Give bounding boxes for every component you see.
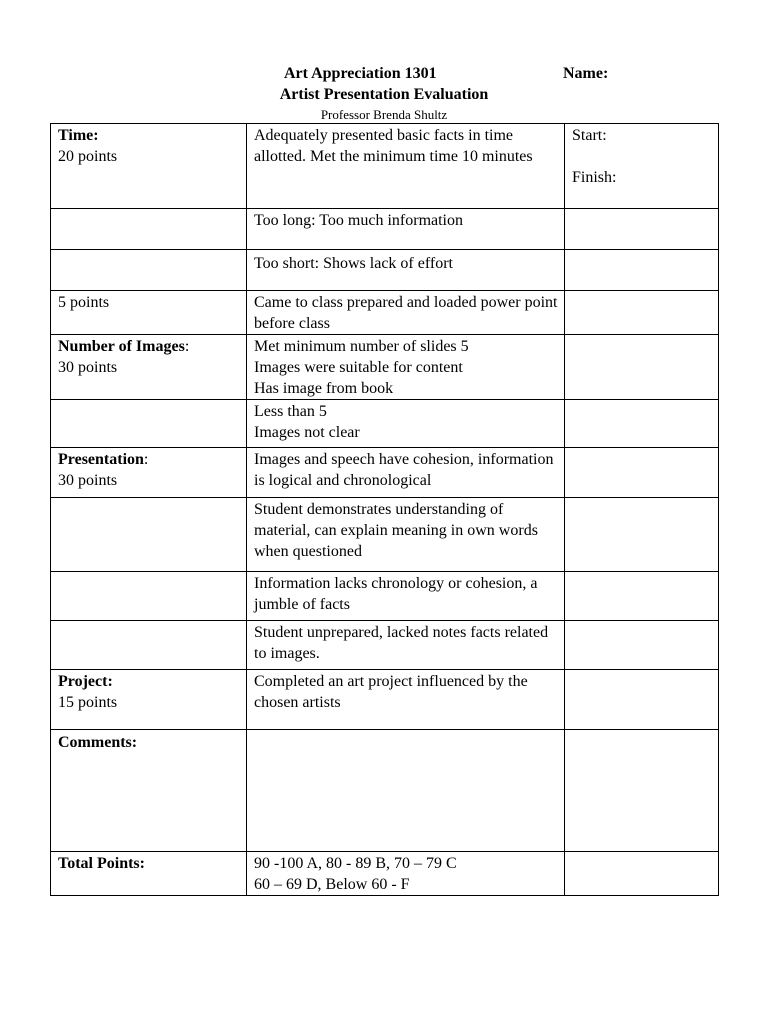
criterion-cell: Completed an art project influenced by the chosen artists	[247, 670, 565, 730]
rubric-row-time	[51, 124, 719, 209]
evaluation-rubric-table	[50, 123, 719, 896]
rubric-row-too-short	[51, 250, 719, 291]
rubric-row-too-long	[51, 209, 719, 250]
comments-extra-cell	[565, 730, 719, 852]
spacer	[572, 146, 712, 167]
comments-label-cell	[51, 730, 247, 852]
finish-label: Finish:	[572, 169, 617, 186]
rubric-row-understanding	[51, 498, 719, 572]
start-label: Start:	[572, 127, 607, 144]
rubric-row-comments	[51, 730, 719, 852]
score-cell	[565, 291, 719, 335]
total-points-label: Total Points:	[58, 855, 145, 872]
score-cell	[565, 670, 719, 730]
rubric-row-total	[51, 852, 719, 896]
category-cell	[51, 572, 247, 621]
criterion-line: Met minimum number of slides 5	[254, 338, 469, 355]
time-tracking-cell	[565, 124, 719, 209]
category-cell	[51, 209, 247, 250]
category-cell	[51, 291, 247, 335]
name-label: Name:	[563, 65, 609, 82]
category-cell	[51, 250, 247, 291]
category-label: Project:	[58, 673, 113, 690]
category-colon: :	[184, 338, 190, 355]
grading-scale-line: 90 -100 A, 80 - 89 B, 70 – 79 C	[254, 855, 457, 872]
points-label: 30 points	[58, 472, 118, 489]
criterion-line: Less than 5	[254, 403, 327, 420]
criterion-cell	[247, 400, 565, 448]
category-cell	[51, 670, 247, 730]
category-cell	[51, 621, 247, 670]
score-cell	[565, 250, 719, 291]
criterion-cell: Came to class prepared and loaded power point before class	[247, 291, 565, 335]
rubric-row-unprepared	[51, 621, 719, 670]
score-cell	[565, 209, 719, 250]
points-label: 20 points	[58, 148, 118, 165]
score-cell	[565, 572, 719, 621]
criterion-cell: Adequately presented basic facts in time allotted. Met the minimum time 10 minutes	[247, 124, 565, 209]
rubric-row-images	[51, 335, 719, 400]
evaluation-title-text: Artist Presentation Evaluation	[279, 86, 489, 103]
rubric-row-images-low	[51, 400, 719, 448]
professor-name: Professor Brenda Shultz	[320, 107, 448, 122]
points-label: 15 points	[58, 694, 118, 711]
criterion-cell: Student demonstrates understanding of material, can explain meaning in own words when questioned	[247, 498, 565, 572]
criterion-line: Has image from book	[254, 380, 394, 397]
criterion-cell	[247, 335, 565, 400]
category-label: Number of Images	[58, 338, 185, 355]
category-cell	[51, 124, 247, 209]
category-label: Time:	[58, 127, 99, 144]
rubric-row-project	[51, 670, 719, 730]
category-cell	[51, 448, 247, 498]
category-cell	[51, 400, 247, 448]
criterion-cell: Too short: Shows lack of effort	[247, 250, 565, 291]
category-cell	[51, 335, 247, 400]
criterion-cell: Information lacks chronology or cohesion, a jumble of facts	[247, 572, 565, 621]
score-cell	[565, 400, 719, 448]
criterion-cell: Images and speech have cohesion, information is logical and chronological	[247, 448, 565, 498]
criterion-cell: Student unprepared, lacked notes facts related to images.	[247, 621, 565, 670]
criterion-cell: Too long: Too much information	[247, 209, 565, 250]
comments-label: Comments:	[58, 734, 138, 751]
grading-scale-cell	[247, 852, 565, 896]
comments-cell	[247, 730, 565, 852]
evaluation-title	[0, 86, 768, 104]
total-label-cell	[51, 852, 247, 896]
rubric-row-chronology	[51, 572, 719, 621]
total-score-cell	[565, 852, 719, 896]
course-title: Art Appreciation 1301	[284, 65, 437, 82]
score-cell	[565, 621, 719, 670]
score-cell	[565, 498, 719, 572]
criterion-line: Images not clear	[254, 424, 360, 441]
category-colon: :	[143, 451, 149, 468]
points-label: 30 points	[58, 359, 118, 376]
points-label: 5 points	[58, 294, 110, 311]
criterion-line: Images were suitable for content	[254, 359, 463, 376]
category-label: Presentation	[58, 451, 144, 468]
category-cell	[51, 498, 247, 572]
score-cell	[565, 335, 719, 400]
rubric-row-preparation	[51, 291, 719, 335]
score-cell	[565, 448, 719, 498]
rubric-row-presentation	[51, 448, 719, 498]
grading-scale-line: 60 – 69 D, Below 60 - F	[254, 876, 410, 893]
